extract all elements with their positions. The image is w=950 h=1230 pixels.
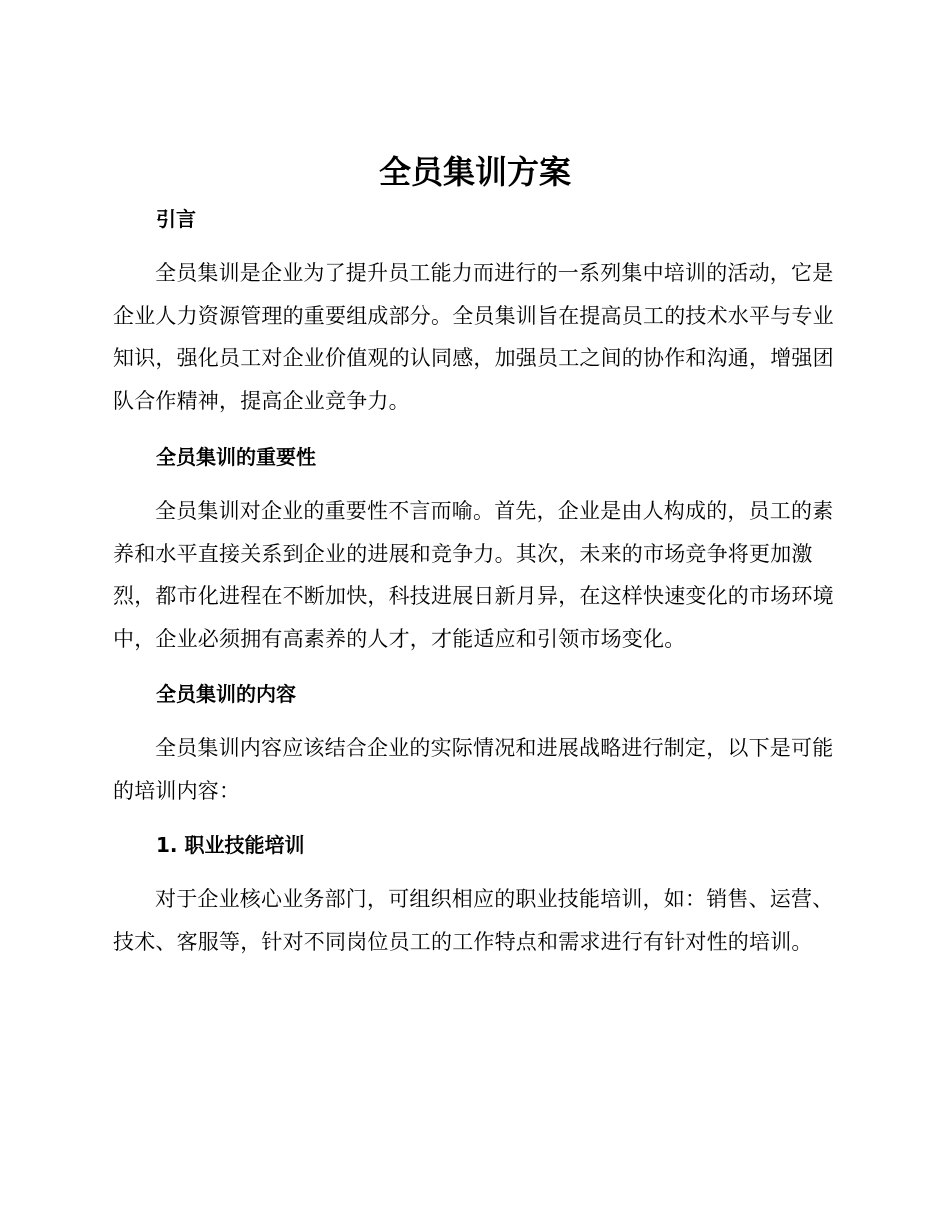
section-heading-skills: 1. 职业技能培训 <box>156 833 305 857</box>
document-title: 全员集训方案 <box>378 153 571 191</box>
section-paragraph-content: 全员集训内容应该结合企业的实际情况和进展战略进行制定，以下是可能的培训内容： <box>113 736 834 803</box>
section-heading-importance: 全员集训的重要性 <box>156 445 316 469</box>
section-paragraph-importance: 全员集训对企业的重要性不言而喻。首先，企业是由人构成的，员工的素养和水平直接关系到企业的进展和竞争力。其次，未来的市场竞争将更加激烈，都市化进程在不断加快，科技进展日新月异，在这样快速变化的市场环境中，企业必须拥有高素养的人才，才能适应和引领市场变化。 <box>113 499 834 651</box>
section-paragraph-skills: 对于企业核心业务部门，可组织相应的职业技能培训，如：销售、运营、技术、客服等，针对不同岗位员工的工作特点和需求进行有针对性的培训。 <box>113 887 834 954</box>
section-heading-content: 全员集训的内容 <box>156 682 296 706</box>
section-paragraph-intro: 全员集训是企业为了提升员工能力而进行的一系列集中培训的活动，它是企业人力资源管理的重要组成部分。全员集训旨在提高员工的技术水平与专业知识，强化员工对企业价值观的认同感，加强员工之间的协作和沟通，增强团队合作精神，提高企业竞争力。 <box>113 261 834 413</box>
section-heading-intro: 引言 <box>156 207 196 231</box>
